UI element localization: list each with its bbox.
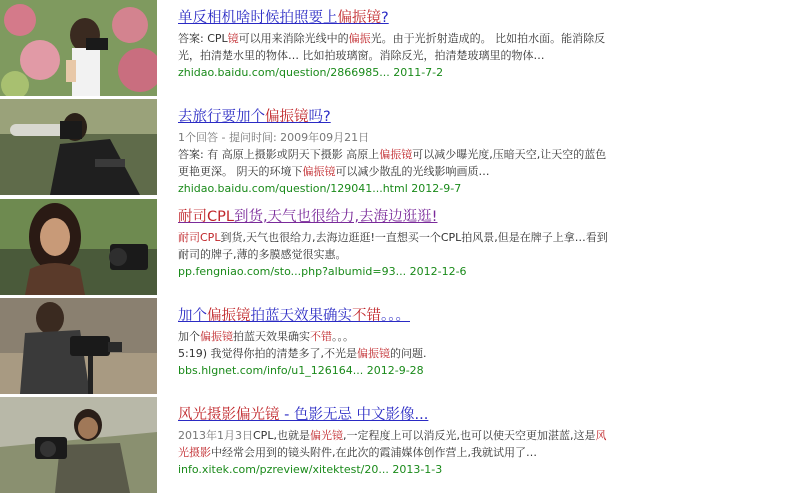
search-result [0,199,790,297]
result-thumbnail[interactable] [0,0,157,96]
result-title-link[interactable]: 风光摄影偏光镜 - 色影无忌 中文影像... [178,407,429,423]
result-snippet-line: 加个偏振镜拍蓝天效果确实不错。。。 [178,330,354,343]
result-title-link[interactable]: 加个偏振镜拍蓝天效果确实不错。。。 [178,308,410,324]
result-meta: 1个回答 - 提问时间: 2009年09月21日 [178,131,370,144]
result-snippet-line: 光摄影中经常会用到的镜头附件,在此次的霞浦媒体创作营上,我就试用了… [178,446,537,459]
search-result [0,397,790,495]
result-body [178,405,778,478]
search-result [0,0,790,98]
result-thumbnail[interactable] [0,199,157,295]
result-url[interactable]: info.xitek.com/pzreview/xitektest/20... 2013-1-3 [178,463,443,476]
result-body [178,107,778,197]
result-thumbnail[interactable] [0,298,157,394]
result-snippet-line: 更艳更深。 阴天的环境下偏振镜可以减少散乱的光线影响画质… [178,165,490,178]
result-snippet-line: 答案: CPL镜可以用来消除光线中的偏振光。由于光折射造成的。 比如拍水面。能消除反 [178,32,606,45]
result-body [178,306,778,379]
result-title-link[interactable]: 耐司CPL到货,天气也很给力,去海边逛逛! [178,209,438,225]
result-thumbnail[interactable] [0,397,157,493]
search-result [0,298,790,396]
result-url[interactable]: zhidao.baidu.com/question/2866985... 2011-7-2 [178,66,444,79]
result-url[interactable]: zhidao.baidu.com/question/129041...html 2012-9-7 [178,182,462,195]
result-thumbnail[interactable] [0,99,157,195]
result-url[interactable]: bbs.hlgnet.com/info/u1_126164... 2012-9-28 [178,364,424,377]
search-result [0,99,790,197]
result-title-link[interactable]: 去旅行要加个偏振镜吗? [178,109,331,125]
result-snippet-line: 答案: 有 高原上摄影或阴天下摄影 高原上偏振镜可以减少曝光度,压暗天空,让天空的蓝色 [178,148,607,161]
result-snippet-line: 5:19) 我觉得你拍的清楚多了,不光是偏振镜的问题. [178,347,427,360]
result-snippet-line: 光，拍清楚水里的物体… 比如拍玻璃窗。消除反光，拍清楚玻璃里的物体… [178,49,545,62]
result-title-link[interactable]: 单反相机啥时候拍照要上偏振镜? [178,10,389,26]
result-body [178,8,778,81]
result-url[interactable]: pp.fengniao.com/sto...php?albumid=93... 2012-12-6 [178,265,467,278]
result-snippet-line: 2013年1月3日CPL,也就是偏光镜,一定程度上可以消反光,也可以使天空更加湛蓝,这是风 [178,429,607,442]
result-body [178,207,778,280]
result-snippet-line: 耐司CPL到货,天气也很给力,去海边逛逛!一直想买一个CPL拍风景,但是在牌子上拿…看到 [178,231,608,244]
result-snippet-line: 耐司的牌子,薄的多膜感觉很实惠。 [178,248,347,261]
